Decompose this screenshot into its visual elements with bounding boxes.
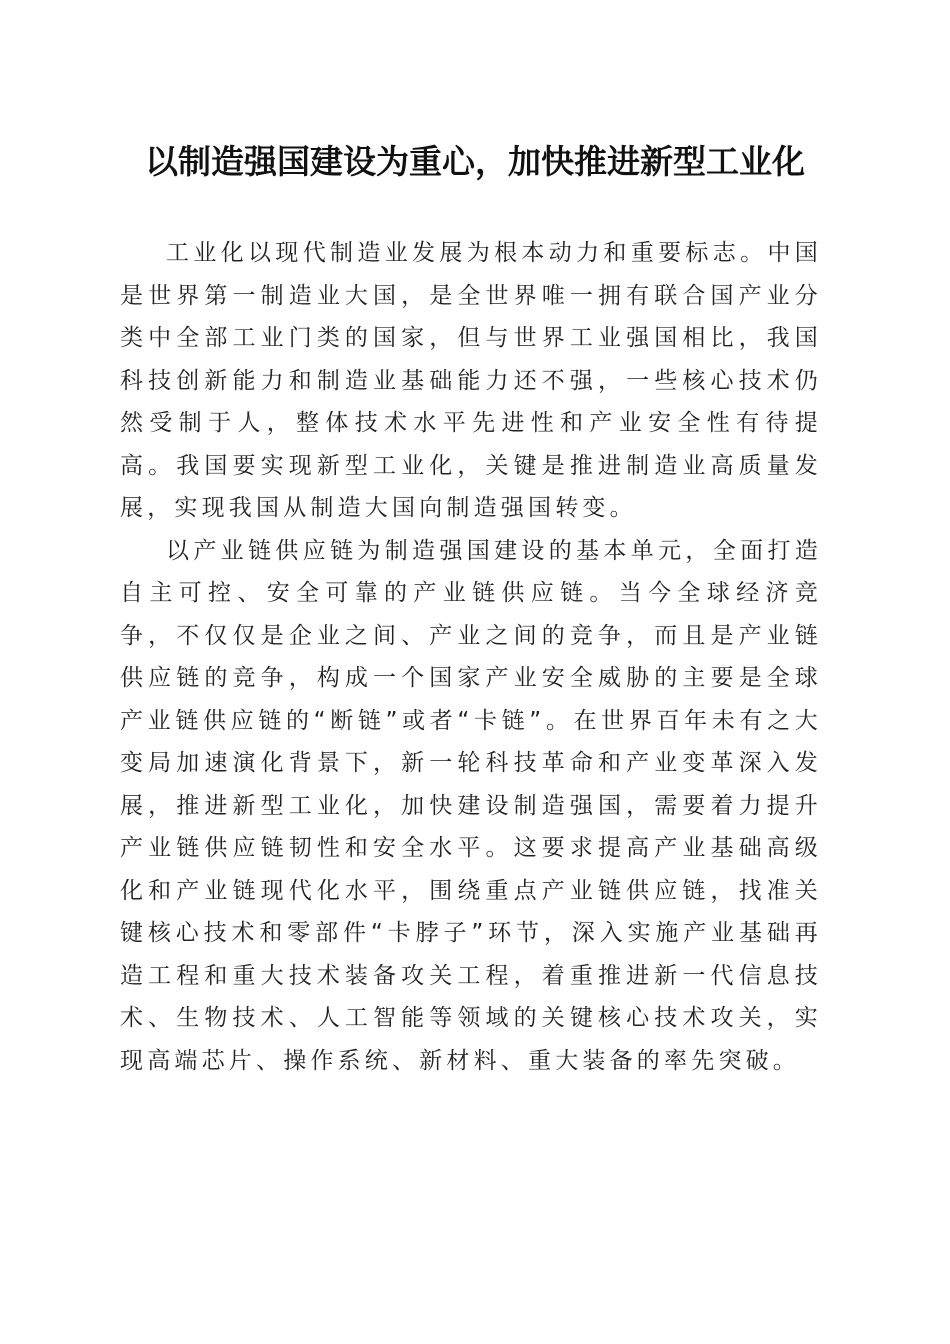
document-body bbox=[120, 232, 822, 1082]
page-title: 以制造强国建设为重心，加快推进新型工业化 bbox=[145, 142, 805, 181]
paragraph-2: 以产业链供应链为制造强国建设的基本单元，全面打造自主可控、安全可靠的产业链供应链。当今全球经济竞争，不仅仅是企业之间、产业之间的竞争，而且是产业链供应链的竞争，构成一个国家产业安全威胁的主要是全球产业链供应链的“断链”或者“卡链”。在世界百年未有之大变局加速演化背景下，新一轮科技革命和产业变革深入发展，推进新型工业化，加快建设制造强国，需要着力提升产业链供应链韧性和安全水平。这要求提高产业基础高级化和产业链现代化水平，围绕重点产业链供应链，找准关键核心技术和零部件“卡脖子”环节，深入实施产业基础再造工程和重大技术装备攻关工程，着重推进新一代信息技术、生物技术、人工智能等领域的关键核心技术攻关，实现高端芯片、操作系统、新材料、重大装备的率先突破。 bbox=[120, 537, 822, 1074]
paragraph-1: 工业化以现代制造业发展为根本动力和重要标志。中国是世界第一制造业大国，是全世界唯一拥有联合国产业分类中全部工业门类的国家，但与世界工业强国相比，我国科技创新能力和制造业基础能力还不强，一些核心技术仍然受制于人，整体技术水平先进性和产业安全性有待提高。我国要实现新型工业化，关键是推进制造业高质量发展，实现我国从制造大国向制造强国转变。 bbox=[120, 240, 822, 521]
